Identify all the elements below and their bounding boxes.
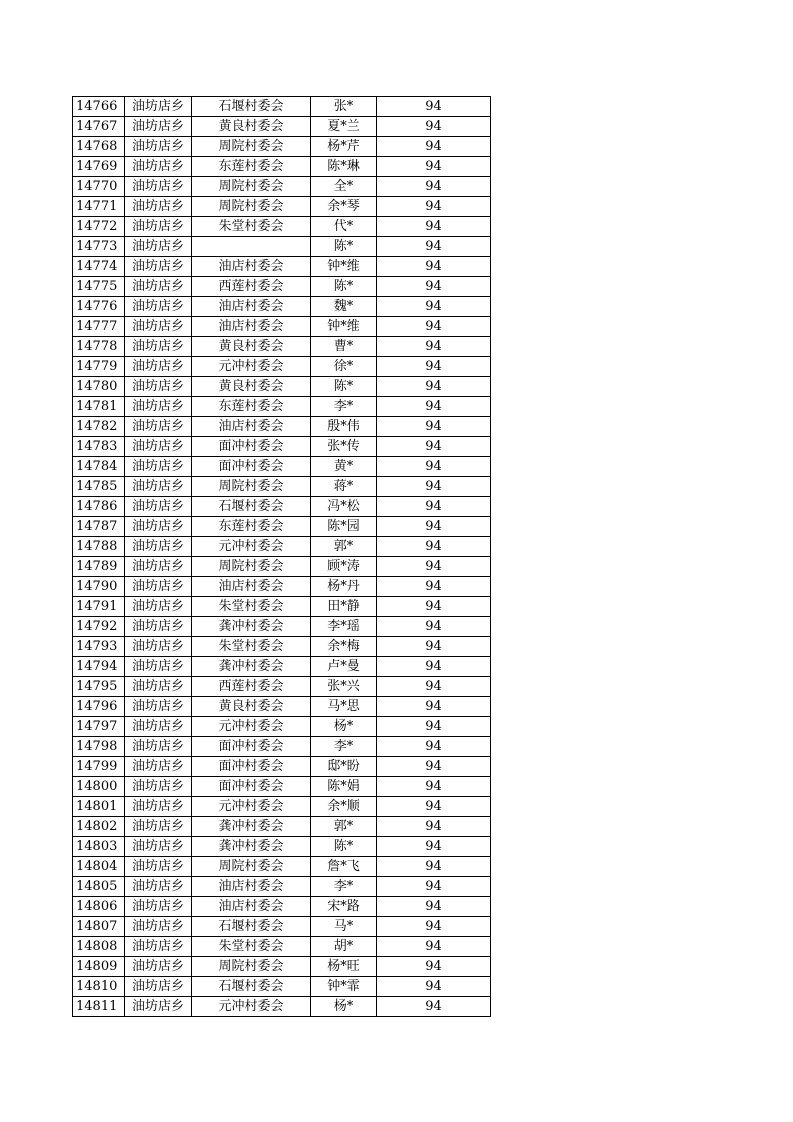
row-id-cell: 14775 bbox=[73, 277, 125, 297]
town-cell: 油坊店乡 bbox=[125, 257, 192, 277]
score-cell: 94 bbox=[377, 357, 491, 377]
village-cell: 西莲村委会 bbox=[192, 277, 311, 297]
name-cell: 张*传 bbox=[311, 437, 377, 457]
town-cell: 油坊店乡 bbox=[125, 97, 192, 117]
table-row bbox=[73, 237, 491, 257]
row-id-cell: 14797 bbox=[73, 717, 125, 737]
score-cell: 94 bbox=[377, 177, 491, 197]
row-id-cell: 14771 bbox=[73, 197, 125, 217]
name-cell: 黄* bbox=[311, 457, 377, 477]
town-cell: 油坊店乡 bbox=[125, 977, 192, 997]
town-cell: 油坊店乡 bbox=[125, 897, 192, 917]
village-cell: 元冲村委会 bbox=[192, 357, 311, 377]
name-cell: 陈* bbox=[311, 277, 377, 297]
village-cell: 龚冲村委会 bbox=[192, 657, 311, 677]
village-cell: 油店村委会 bbox=[192, 297, 311, 317]
village-cell: 面冲村委会 bbox=[192, 737, 311, 757]
town-cell: 油坊店乡 bbox=[125, 717, 192, 737]
name-cell: 陈*娟 bbox=[311, 777, 377, 797]
score-cell: 94 bbox=[377, 97, 491, 117]
town-cell: 油坊店乡 bbox=[125, 497, 192, 517]
score-cell: 94 bbox=[377, 717, 491, 737]
table-row bbox=[73, 657, 491, 677]
name-cell: 冯*松 bbox=[311, 497, 377, 517]
row-id-cell: 14783 bbox=[73, 437, 125, 457]
town-cell: 油坊店乡 bbox=[125, 637, 192, 657]
town-cell: 油坊店乡 bbox=[125, 177, 192, 197]
table-row bbox=[73, 437, 491, 457]
town-cell: 油坊店乡 bbox=[125, 797, 192, 817]
table-row bbox=[73, 337, 491, 357]
town-cell: 油坊店乡 bbox=[125, 377, 192, 397]
score-cell: 94 bbox=[377, 877, 491, 897]
table-row bbox=[73, 117, 491, 137]
town-cell: 油坊店乡 bbox=[125, 597, 192, 617]
row-id-cell: 14767 bbox=[73, 117, 125, 137]
village-cell: 元冲村委会 bbox=[192, 797, 311, 817]
town-cell: 油坊店乡 bbox=[125, 417, 192, 437]
town-cell: 油坊店乡 bbox=[125, 137, 192, 157]
name-cell: 邸*盼 bbox=[311, 757, 377, 777]
table-row bbox=[73, 957, 491, 977]
row-id-cell: 14793 bbox=[73, 637, 125, 657]
score-cell: 94 bbox=[377, 117, 491, 137]
score-cell: 94 bbox=[377, 697, 491, 717]
town-cell: 油坊店乡 bbox=[125, 337, 192, 357]
table-row bbox=[73, 997, 491, 1017]
row-id-cell: 14781 bbox=[73, 397, 125, 417]
table-row bbox=[73, 197, 491, 217]
name-cell: 蒋* bbox=[311, 477, 377, 497]
row-id-cell: 14796 bbox=[73, 697, 125, 717]
row-id-cell: 14810 bbox=[73, 977, 125, 997]
name-cell: 李*瑶 bbox=[311, 617, 377, 637]
score-cell: 94 bbox=[377, 617, 491, 637]
name-cell: 余*梅 bbox=[311, 637, 377, 657]
name-cell: 郭* bbox=[311, 817, 377, 837]
table-row bbox=[73, 917, 491, 937]
village-cell: 元冲村委会 bbox=[192, 997, 311, 1017]
village-cell: 朱堂村委会 bbox=[192, 637, 311, 657]
table-row bbox=[73, 477, 491, 497]
name-cell: 胡* bbox=[311, 937, 377, 957]
name-cell: 田*静 bbox=[311, 597, 377, 617]
town-cell: 油坊店乡 bbox=[125, 557, 192, 577]
row-id-cell: 14772 bbox=[73, 217, 125, 237]
score-cell: 94 bbox=[377, 477, 491, 497]
row-id-cell: 14804 bbox=[73, 857, 125, 877]
score-cell: 94 bbox=[377, 497, 491, 517]
table-row bbox=[73, 417, 491, 437]
town-cell: 油坊店乡 bbox=[125, 157, 192, 177]
village-cell: 面冲村委会 bbox=[192, 437, 311, 457]
town-cell: 油坊店乡 bbox=[125, 737, 192, 757]
village-cell: 黄良村委会 bbox=[192, 697, 311, 717]
score-cell: 94 bbox=[377, 837, 491, 857]
score-cell: 94 bbox=[377, 657, 491, 677]
row-id-cell: 14766 bbox=[73, 97, 125, 117]
village-cell: 油店村委会 bbox=[192, 417, 311, 437]
table-row bbox=[73, 377, 491, 397]
village-cell: 石堰村委会 bbox=[192, 97, 311, 117]
name-cell: 张* bbox=[311, 97, 377, 117]
town-cell: 油坊店乡 bbox=[125, 657, 192, 677]
village-cell: 石堰村委会 bbox=[192, 977, 311, 997]
village-cell: 周院村委会 bbox=[192, 557, 311, 577]
table-row bbox=[73, 877, 491, 897]
town-cell: 油坊店乡 bbox=[125, 357, 192, 377]
town-cell: 油坊店乡 bbox=[125, 297, 192, 317]
town-cell: 油坊店乡 bbox=[125, 677, 192, 697]
village-cell: 黄良村委会 bbox=[192, 117, 311, 137]
row-id-cell: 14794 bbox=[73, 657, 125, 677]
name-cell: 卢*曼 bbox=[311, 657, 377, 677]
score-cell: 94 bbox=[377, 257, 491, 277]
village-cell: 东莲村委会 bbox=[192, 397, 311, 417]
table-row bbox=[73, 277, 491, 297]
town-cell: 油坊店乡 bbox=[125, 197, 192, 217]
village-cell: 朱堂村委会 bbox=[192, 937, 311, 957]
table-row bbox=[73, 777, 491, 797]
village-cell: 油店村委会 bbox=[192, 317, 311, 337]
name-cell: 杨*丹 bbox=[311, 577, 377, 597]
table-row bbox=[73, 837, 491, 857]
village-cell: 石堰村委会 bbox=[192, 917, 311, 937]
score-cell: 94 bbox=[377, 337, 491, 357]
score-cell: 94 bbox=[377, 197, 491, 217]
row-id-cell: 14770 bbox=[73, 177, 125, 197]
town-cell: 油坊店乡 bbox=[125, 917, 192, 937]
name-cell: 马* bbox=[311, 917, 377, 937]
name-cell: 郭* bbox=[311, 537, 377, 557]
row-id-cell: 14800 bbox=[73, 777, 125, 797]
score-cell: 94 bbox=[377, 537, 491, 557]
name-cell: 李* bbox=[311, 877, 377, 897]
row-id-cell: 14809 bbox=[73, 957, 125, 977]
row-id-cell: 14792 bbox=[73, 617, 125, 637]
name-cell: 余*琴 bbox=[311, 197, 377, 217]
table-row bbox=[73, 757, 491, 777]
row-id-cell: 14803 bbox=[73, 837, 125, 857]
name-cell: 杨*旺 bbox=[311, 957, 377, 977]
score-cell: 94 bbox=[377, 237, 491, 257]
name-cell: 余*顺 bbox=[311, 797, 377, 817]
score-cell: 94 bbox=[377, 277, 491, 297]
village-cell: 龚冲村委会 bbox=[192, 817, 311, 837]
village-cell: 石堰村委会 bbox=[192, 497, 311, 517]
town-cell: 油坊店乡 bbox=[125, 477, 192, 497]
town-cell: 油坊店乡 bbox=[125, 397, 192, 417]
town-cell: 油坊店乡 bbox=[125, 697, 192, 717]
name-cell: 李* bbox=[311, 737, 377, 757]
name-cell: 张*兴 bbox=[311, 677, 377, 697]
name-cell: 夏*兰 bbox=[311, 117, 377, 137]
score-cell: 94 bbox=[377, 437, 491, 457]
table-row bbox=[73, 897, 491, 917]
name-cell: 钟*维 bbox=[311, 257, 377, 277]
name-cell: 杨* bbox=[311, 717, 377, 737]
town-cell: 油坊店乡 bbox=[125, 517, 192, 537]
spreadsheet-page bbox=[72, 96, 491, 1017]
village-cell: 周院村委会 bbox=[192, 477, 311, 497]
town-cell: 油坊店乡 bbox=[125, 957, 192, 977]
village-cell: 西莲村委会 bbox=[192, 677, 311, 697]
score-cell: 94 bbox=[377, 757, 491, 777]
town-cell: 油坊店乡 bbox=[125, 817, 192, 837]
row-id-cell: 14807 bbox=[73, 917, 125, 937]
row-id-cell: 14791 bbox=[73, 597, 125, 617]
row-id-cell: 14811 bbox=[73, 997, 125, 1017]
village-cell bbox=[192, 237, 311, 257]
town-cell: 油坊店乡 bbox=[125, 577, 192, 597]
score-cell: 94 bbox=[377, 597, 491, 617]
table-row bbox=[73, 717, 491, 737]
village-cell: 朱堂村委会 bbox=[192, 217, 311, 237]
row-id-cell: 14768 bbox=[73, 137, 125, 157]
town-cell: 油坊店乡 bbox=[125, 617, 192, 637]
table-row bbox=[73, 177, 491, 197]
village-cell: 元冲村委会 bbox=[192, 717, 311, 737]
town-cell: 油坊店乡 bbox=[125, 117, 192, 137]
table-row bbox=[73, 577, 491, 597]
score-cell: 94 bbox=[377, 577, 491, 597]
name-cell: 陈*琳 bbox=[311, 157, 377, 177]
name-cell: 徐* bbox=[311, 357, 377, 377]
village-cell: 周院村委会 bbox=[192, 137, 311, 157]
table-row bbox=[73, 297, 491, 317]
table-row bbox=[73, 597, 491, 617]
score-cell: 94 bbox=[377, 737, 491, 757]
row-id-cell: 14778 bbox=[73, 337, 125, 357]
row-id-cell: 14795 bbox=[73, 677, 125, 697]
town-cell: 油坊店乡 bbox=[125, 217, 192, 237]
score-cell: 94 bbox=[377, 857, 491, 877]
score-cell: 94 bbox=[377, 977, 491, 997]
row-id-cell: 14776 bbox=[73, 297, 125, 317]
score-cell: 94 bbox=[377, 797, 491, 817]
name-cell: 陈* bbox=[311, 837, 377, 857]
table-row bbox=[73, 537, 491, 557]
row-id-cell: 14790 bbox=[73, 577, 125, 597]
score-cell: 94 bbox=[377, 557, 491, 577]
score-cell: 94 bbox=[377, 997, 491, 1017]
data-table bbox=[72, 96, 491, 1017]
name-cell: 杨*芹 bbox=[311, 137, 377, 157]
village-cell: 周院村委会 bbox=[192, 857, 311, 877]
table-row bbox=[73, 517, 491, 537]
score-cell: 94 bbox=[377, 517, 491, 537]
name-cell: 詹*飞 bbox=[311, 857, 377, 877]
table-row bbox=[73, 497, 491, 517]
row-id-cell: 14789 bbox=[73, 557, 125, 577]
town-cell: 油坊店乡 bbox=[125, 437, 192, 457]
village-cell: 龚冲村委会 bbox=[192, 617, 311, 637]
row-id-cell: 14777 bbox=[73, 317, 125, 337]
name-cell: 宋*路 bbox=[311, 897, 377, 917]
score-cell: 94 bbox=[377, 397, 491, 417]
name-cell: 李* bbox=[311, 397, 377, 417]
table-row bbox=[73, 797, 491, 817]
name-cell: 顾*涛 bbox=[311, 557, 377, 577]
table-row bbox=[73, 317, 491, 337]
score-cell: 94 bbox=[377, 157, 491, 177]
row-id-cell: 14780 bbox=[73, 377, 125, 397]
row-id-cell: 14801 bbox=[73, 797, 125, 817]
town-cell: 油坊店乡 bbox=[125, 537, 192, 557]
row-id-cell: 14802 bbox=[73, 817, 125, 837]
table-row bbox=[73, 557, 491, 577]
name-cell: 魏* bbox=[311, 297, 377, 317]
row-id-cell: 14773 bbox=[73, 237, 125, 257]
table-row bbox=[73, 617, 491, 637]
table-row bbox=[73, 937, 491, 957]
name-cell: 殷*伟 bbox=[311, 417, 377, 437]
score-cell: 94 bbox=[377, 317, 491, 337]
town-cell: 油坊店乡 bbox=[125, 997, 192, 1017]
village-cell: 面冲村委会 bbox=[192, 457, 311, 477]
score-cell: 94 bbox=[377, 777, 491, 797]
score-cell: 94 bbox=[377, 297, 491, 317]
score-cell: 94 bbox=[377, 957, 491, 977]
table-row bbox=[73, 397, 491, 417]
table-row bbox=[73, 737, 491, 757]
score-cell: 94 bbox=[377, 457, 491, 477]
name-cell: 曹* bbox=[311, 337, 377, 357]
score-cell: 94 bbox=[377, 897, 491, 917]
table-row bbox=[73, 457, 491, 477]
village-cell: 周院村委会 bbox=[192, 957, 311, 977]
village-cell: 面冲村委会 bbox=[192, 757, 311, 777]
town-cell: 油坊店乡 bbox=[125, 857, 192, 877]
row-id-cell: 14788 bbox=[73, 537, 125, 557]
town-cell: 油坊店乡 bbox=[125, 777, 192, 797]
row-id-cell: 14784 bbox=[73, 457, 125, 477]
score-cell: 94 bbox=[377, 637, 491, 657]
table-row bbox=[73, 697, 491, 717]
table-row bbox=[73, 817, 491, 837]
village-cell: 黄良村委会 bbox=[192, 337, 311, 357]
table-row bbox=[73, 217, 491, 237]
village-cell: 油店村委会 bbox=[192, 877, 311, 897]
village-cell: 元冲村委会 bbox=[192, 537, 311, 557]
town-cell: 油坊店乡 bbox=[125, 757, 192, 777]
row-id-cell: 14787 bbox=[73, 517, 125, 537]
table-row bbox=[73, 637, 491, 657]
row-id-cell: 14779 bbox=[73, 357, 125, 377]
score-cell: 94 bbox=[377, 677, 491, 697]
table-row bbox=[73, 137, 491, 157]
score-cell: 94 bbox=[377, 377, 491, 397]
town-cell: 油坊店乡 bbox=[125, 837, 192, 857]
table-row bbox=[73, 97, 491, 117]
row-id-cell: 14806 bbox=[73, 897, 125, 917]
village-cell: 朱堂村委会 bbox=[192, 597, 311, 617]
village-cell: 油店村委会 bbox=[192, 257, 311, 277]
score-cell: 94 bbox=[377, 417, 491, 437]
village-cell: 周院村委会 bbox=[192, 177, 311, 197]
score-cell: 94 bbox=[377, 917, 491, 937]
village-cell: 面冲村委会 bbox=[192, 777, 311, 797]
table-body bbox=[73, 97, 491, 1017]
score-cell: 94 bbox=[377, 937, 491, 957]
row-id-cell: 14782 bbox=[73, 417, 125, 437]
row-id-cell: 14805 bbox=[73, 877, 125, 897]
score-cell: 94 bbox=[377, 817, 491, 837]
village-cell: 油店村委会 bbox=[192, 577, 311, 597]
village-cell: 油店村委会 bbox=[192, 897, 311, 917]
score-cell: 94 bbox=[377, 137, 491, 157]
name-cell: 钟*霏 bbox=[311, 977, 377, 997]
row-id-cell: 14785 bbox=[73, 477, 125, 497]
name-cell: 陈* bbox=[311, 377, 377, 397]
village-cell: 周院村委会 bbox=[192, 197, 311, 217]
table-row bbox=[73, 357, 491, 377]
name-cell: 陈* bbox=[311, 237, 377, 257]
table-row bbox=[73, 257, 491, 277]
table-row bbox=[73, 857, 491, 877]
village-cell: 黄良村委会 bbox=[192, 377, 311, 397]
village-cell: 东莲村委会 bbox=[192, 517, 311, 537]
name-cell: 全* bbox=[311, 177, 377, 197]
table-row bbox=[73, 677, 491, 697]
name-cell: 钟*维 bbox=[311, 317, 377, 337]
town-cell: 油坊店乡 bbox=[125, 317, 192, 337]
town-cell: 油坊店乡 bbox=[125, 457, 192, 477]
row-id-cell: 14799 bbox=[73, 757, 125, 777]
village-cell: 东莲村委会 bbox=[192, 157, 311, 177]
town-cell: 油坊店乡 bbox=[125, 937, 192, 957]
row-id-cell: 14769 bbox=[73, 157, 125, 177]
town-cell: 油坊店乡 bbox=[125, 237, 192, 257]
row-id-cell: 14798 bbox=[73, 737, 125, 757]
row-id-cell: 14808 bbox=[73, 937, 125, 957]
town-cell: 油坊店乡 bbox=[125, 877, 192, 897]
table-row bbox=[73, 157, 491, 177]
score-cell: 94 bbox=[377, 217, 491, 237]
row-id-cell: 14774 bbox=[73, 257, 125, 277]
village-cell: 龚冲村委会 bbox=[192, 837, 311, 857]
town-cell: 油坊店乡 bbox=[125, 277, 192, 297]
name-cell: 杨* bbox=[311, 997, 377, 1017]
name-cell: 代* bbox=[311, 217, 377, 237]
name-cell: 陈*园 bbox=[311, 517, 377, 537]
table-row bbox=[73, 977, 491, 997]
row-id-cell: 14786 bbox=[73, 497, 125, 517]
name-cell: 马*思 bbox=[311, 697, 377, 717]
